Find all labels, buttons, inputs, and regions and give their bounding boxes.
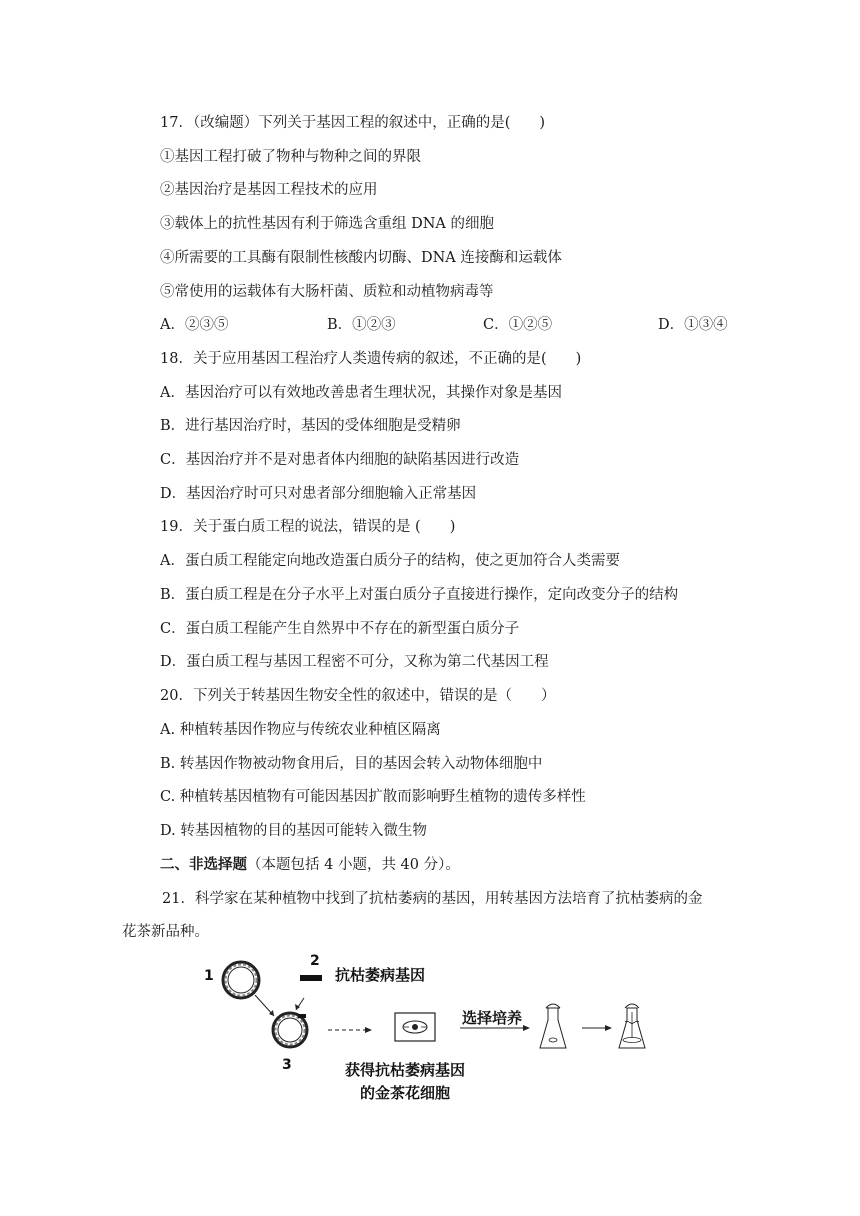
gene-fragment-icon (300, 975, 322, 981)
q17-option-d: D．①③④ (658, 317, 728, 333)
arrowhead-flask-to-flask (605, 1025, 612, 1031)
q17-item-5: ⑤常使用的运载体有大肠杆菌、质粒和动植物病毒等 (160, 284, 494, 300)
q19-option-d: D．蛋白质工程与基因工程密不可分，又称为第二代基因工程 (160, 654, 549, 670)
gene-label: 抗枯萎病基因 (335, 966, 426, 984)
selection-culture-label: 选择培养 (462, 1009, 523, 1027)
label-number-1: 1 (204, 968, 214, 984)
q20-option-d: D. 转基因植物的目的基因可能转入微生物 (160, 823, 427, 839)
q20-stem: 20．下列关于转基因生物安全性的叙述中，错误的是（ ） (160, 688, 556, 704)
section-heading (160, 855, 460, 875)
cell-label-line-2: 的金茶花细胞 (360, 1084, 451, 1102)
section-title: 二、非选择题 (160, 856, 247, 873)
q17-item-3: ③载体上的抗性基因有利于筛选含重组 DNA 的细胞 (160, 216, 495, 232)
dashed-arrowhead (365, 1027, 372, 1033)
q18-option-b: B．进行基因治疗时，基因的受体细胞是受精卵 (160, 418, 461, 434)
q18-option-a: A．基因治疗可以有效地改善患者生理状况，其操作对象是基因 (160, 385, 562, 401)
culture-flask-2-icon (619, 1004, 645, 1048)
q17-option-c: C．①②⑤ (483, 317, 553, 333)
culture-flask-1-icon (540, 1004, 566, 1048)
q17-item-4: ④所需要的工具酶有限制性核酸内切酶、DNA 连接酶和运载体 (160, 250, 562, 266)
q20-option-b: B. 转基因作物被动物食用后，目的基因会转入动物体细胞中 (160, 756, 543, 772)
q21-line-1: 21．科学家在某种植物中找到了抗枯萎病的基因，用转基因方法培育了抗枯萎病的金 (162, 891, 703, 907)
label-number-3: 3 (282, 1057, 292, 1073)
recombinant-plasmid-icon (273, 1013, 307, 1047)
arrowhead-to-culture (523, 1025, 530, 1031)
q17-option-b: B．①②③ (327, 317, 396, 333)
section-note: （本题包括 4 小题，共 40 分）。 (247, 857, 460, 873)
q19-option-c: C．蛋白质工程能产生自然界中不存在的新型蛋白质分子 (160, 621, 520, 637)
plasmid-1-icon (223, 962, 259, 998)
q21-figure (190, 950, 670, 1110)
q19-stem: 19．关于蛋白质工程的说法，错误的是 ( ) (160, 519, 456, 535)
q20-option-c: C. 种植转基因植物有可能因基因扩散而影响野生植物的遗传多样性 (160, 789, 586, 805)
cell-label-line-1: 获得抗枯萎病基因 (345, 1061, 466, 1079)
q17-option-a: A．②③⑤ (160, 317, 229, 333)
q21-line-2: 花茶新品种。 (122, 924, 209, 940)
q18-option-c: C．基因治疗并不是对患者体内细胞的缺陷基因进行改造 (160, 452, 520, 468)
q18-option-d: D．基因治疗时可只对患者部分细胞输入正常基因 (160, 486, 477, 502)
plant-cell-icon (395, 1013, 435, 1041)
q18-stem: 18．关于应用基因工程治疗人类遗传病的叙述，不正确的是( ) (160, 351, 582, 367)
q20-option-a: A. 种植转基因作物应与传统农业种植区隔离 (160, 722, 441, 738)
q17-item-2: ②基因治疗是基因工程技术的应用 (160, 182, 378, 198)
q19-option-b: B．蛋白质工程是在分子水平上对蛋白质分子直接进行操作，定向改变分子的结构 (160, 587, 679, 603)
q17-stem: 17．（改编题）下列关于基因工程的叙述中，正确的是( ) (160, 115, 546, 131)
q17-item-1: ①基因工程打破了物种与物种之间的界限 (160, 149, 421, 165)
q19-option-a: A．蛋白质工程能定向地改造蛋白质分子的结构，使之更加符合人类需要 (160, 553, 620, 569)
label-number-2: 2 (310, 953, 320, 969)
